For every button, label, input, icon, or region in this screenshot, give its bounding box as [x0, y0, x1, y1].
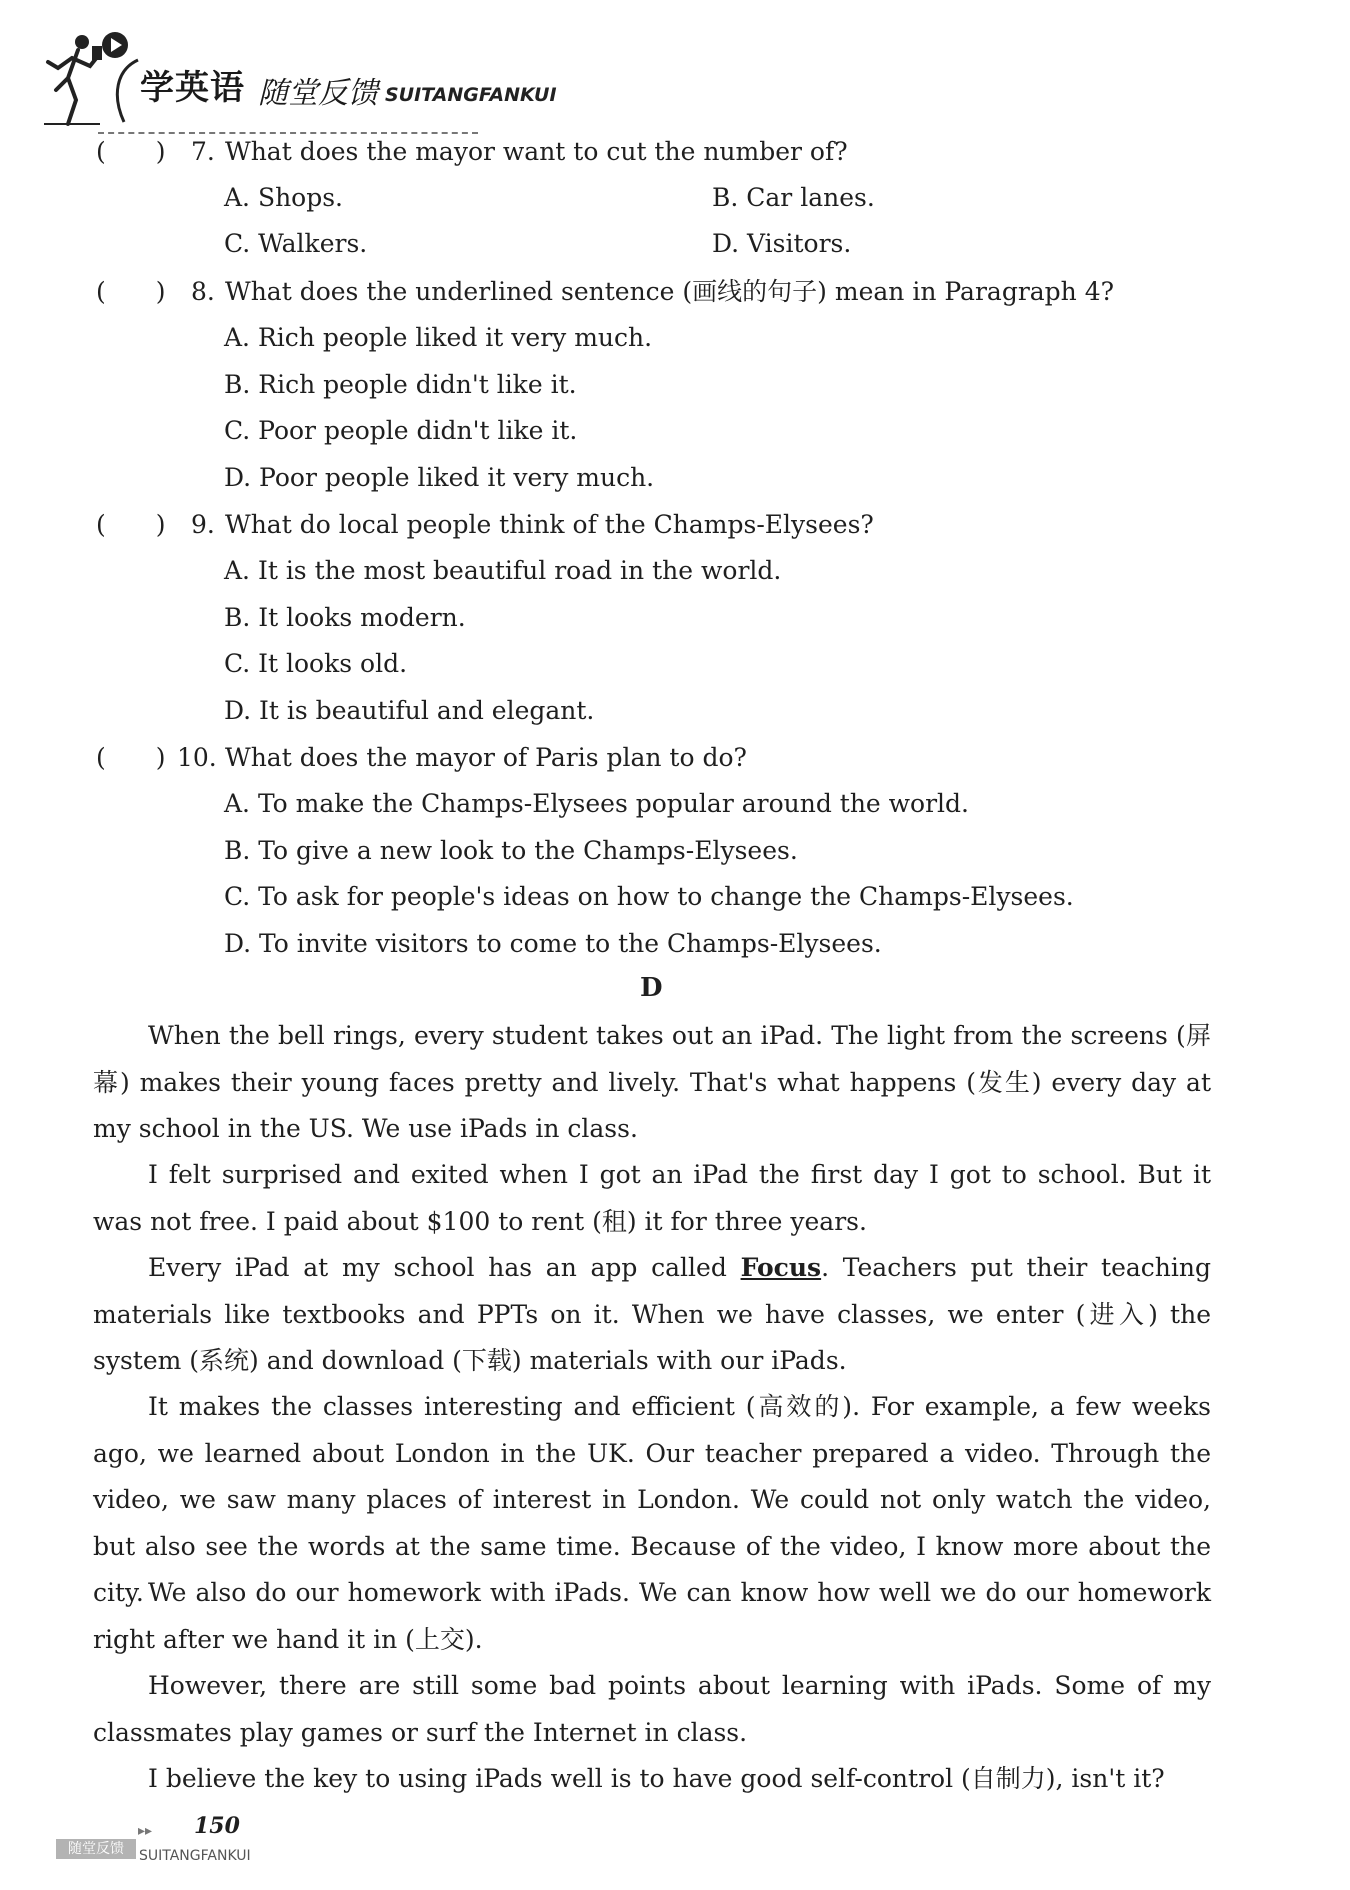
- paragraph-text: Every iPad at my school has an app called: [148, 1253, 741, 1282]
- arrow-icon: ▸▸: [138, 1823, 153, 1839]
- section-heading: D: [640, 973, 663, 1003]
- answer-blank[interactable]: ( ): [96, 277, 166, 306]
- option: C. It looks old.: [224, 649, 408, 678]
- option: C. To ask for people's ideas on how to change the Champs-Elysees.: [224, 882, 1074, 911]
- option: B. Car lanes.: [712, 183, 875, 212]
- option: B. To give a new look to the Champs-Elysees.: [224, 836, 798, 865]
- passage-paragraph: We also do our homework with iPads. We can know how well we do our homework right after we hand it in (上交).: [93, 1578, 1211, 1654]
- footer-badge: 随堂反馈: [56, 1839, 136, 1859]
- question-text: What does the mayor of Paris plan to do?: [225, 743, 747, 772]
- passage-paragraph: It makes the classes interesting and efficient (高效的). For example, a few weeks ago, we learned about London in the UK. Our teacher prepared a video. Through the video, we saw many places of interest in London. We could not only watch the video, but also see the words at the same time. Because of the video, I know more about the city.: [93, 1392, 1211, 1607]
- logo-pinyin: SUITANGFANKUI: [385, 84, 557, 106]
- passage-paragraph: I believe the key to using iPads well is to have good self-control (自制力), isn't it?: [148, 1764, 1165, 1793]
- option: A. Rich people liked it very much.: [224, 323, 653, 352]
- question-text: What does the mayor want to cut the number of?: [225, 137, 848, 166]
- option: C. Poor people didn't like it.: [224, 416, 578, 445]
- answer-blank[interactable]: ( ): [96, 743, 166, 772]
- logo-title: 学英语: [140, 68, 245, 108]
- passage-paragraph: However, there are still some bad points about learning with iPads. Some of my classmates play games or surf the Internet in class.: [93, 1671, 1211, 1747]
- option: D. Poor people liked it very much.: [224, 463, 655, 492]
- page-number: 150: [194, 1813, 240, 1839]
- option: A. It is the most beautiful road in the world.: [224, 556, 782, 585]
- option: B. It looks modern.: [224, 603, 466, 632]
- question-text: What does the underlined sentence (画线的句子) mean in Paragraph 4?: [225, 277, 1115, 306]
- option: A. Shops.: [224, 183, 344, 212]
- book-header: [38, 22, 558, 127]
- header-divider: [98, 132, 478, 134]
- passage-paragraph: [93, 1245, 1211, 1385]
- option: D. It is beautiful and elegant.: [224, 696, 595, 725]
- question-number: 9.: [191, 510, 215, 539]
- passage-paragraph: I felt surprised and exited when I got an iPad the first day I got to school. But it was not free. I paid about $100 to rent (租) it for three years.: [93, 1160, 1211, 1236]
- question-text: What do local people think of the Champs-Elysees?: [225, 510, 874, 539]
- logo-subtitle: 随堂反馈: [258, 76, 378, 111]
- focus-app-name: Focus: [740, 1253, 822, 1282]
- option: D. To invite visitors to come to the Champs-Elysees.: [224, 929, 882, 958]
- option: D. Visitors.: [712, 229, 852, 258]
- option: B. Rich people didn't like it.: [224, 370, 577, 399]
- question-number: 8.: [191, 277, 215, 306]
- question-number: 10.: [177, 743, 217, 772]
- option: A. To make the Champs-Elysees popular around the world.: [224, 789, 970, 818]
- paragraph-text: . Teachers put their teaching materials like textbooks and PPTs on it. When we have classes, we enter (进入) the system (系统) and download (下载) materials with our iPads.: [93, 1253, 1212, 1375]
- question-number: 7.: [191, 137, 215, 166]
- answer-blank[interactable]: ( ): [96, 510, 166, 539]
- option: C. Walkers.: [224, 229, 368, 258]
- passage-paragraph: When the bell rings, every student takes out an iPad. The light from the screens (屏幕) makes their young faces pretty and lively. That's what happens (发生) every day at my school in the US. We use iPads in class.: [93, 1021, 1211, 1143]
- answer-blank[interactable]: ( ): [96, 137, 166, 166]
- footer-pinyin: SUITANGFANKUI: [139, 1848, 251, 1864]
